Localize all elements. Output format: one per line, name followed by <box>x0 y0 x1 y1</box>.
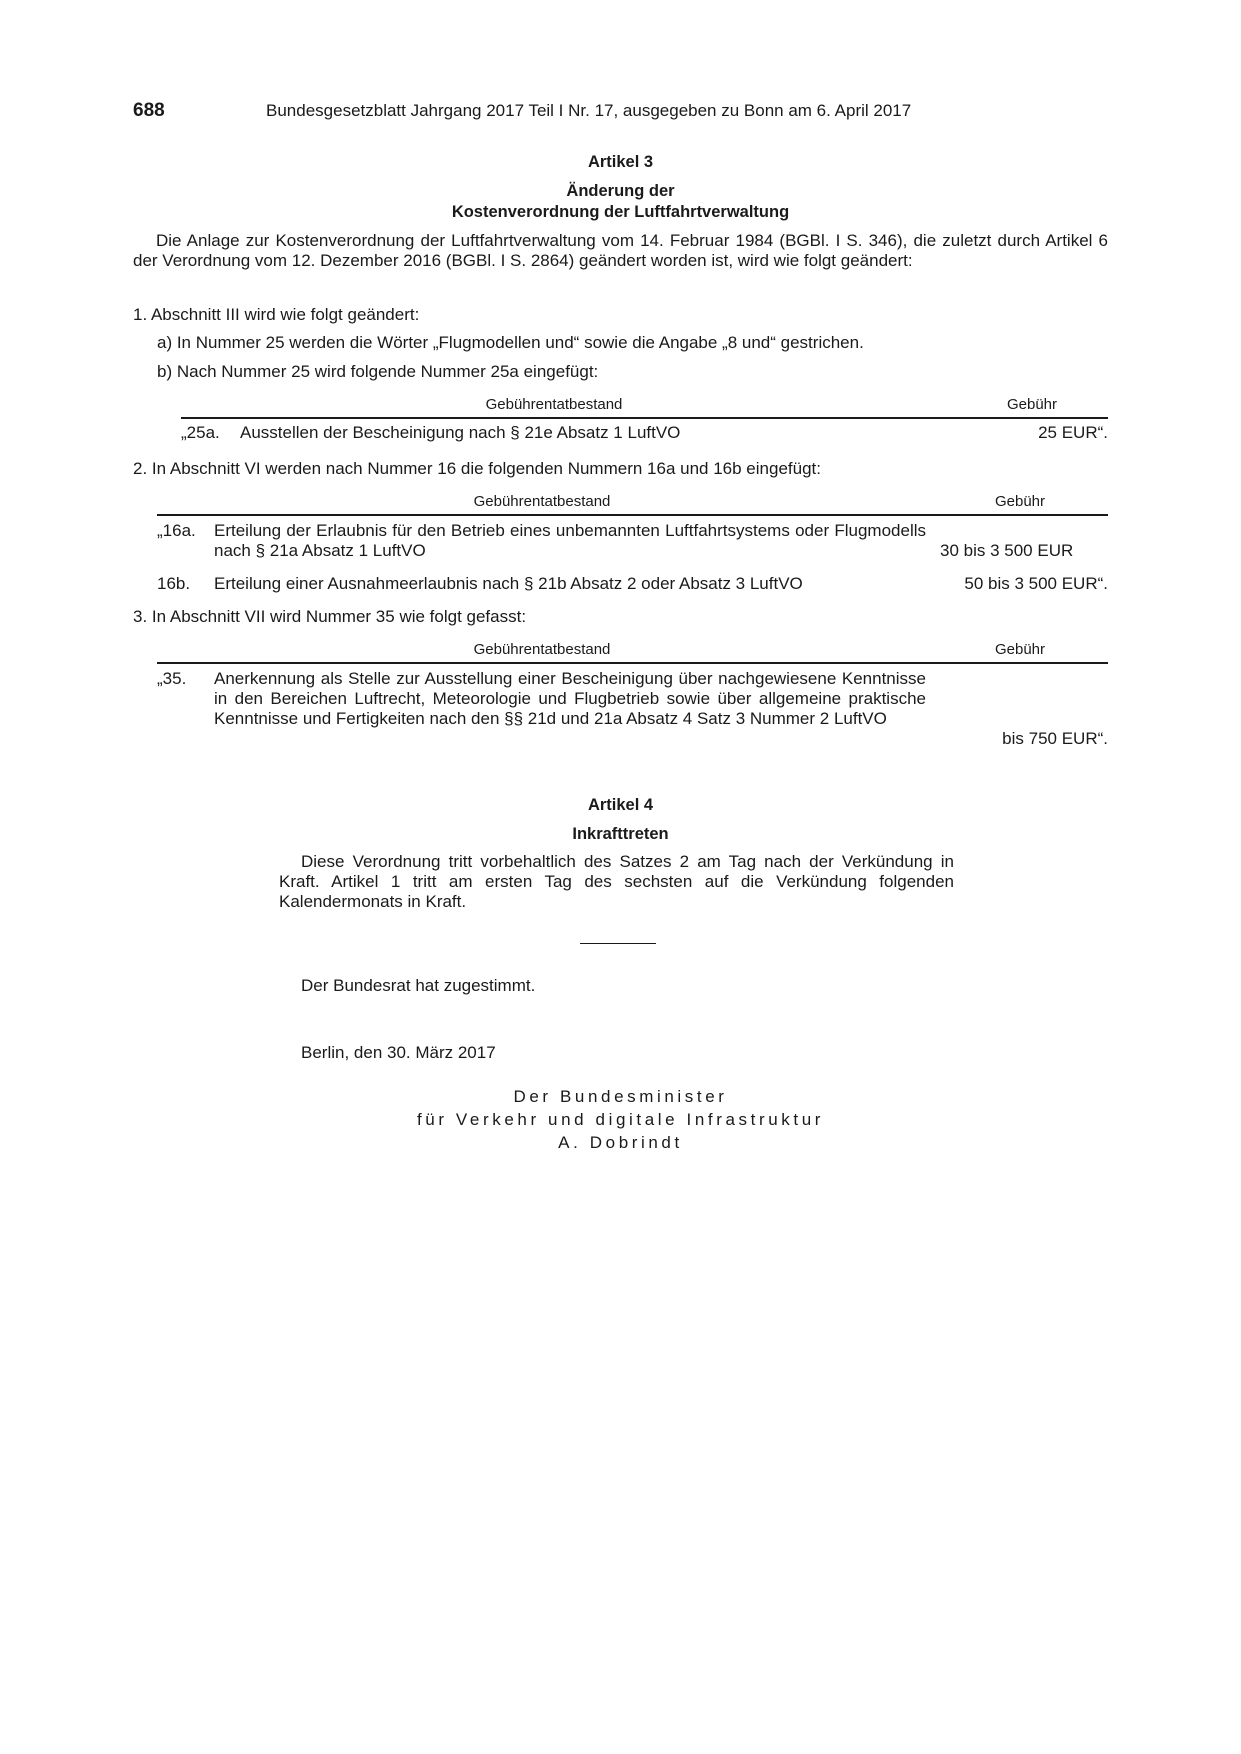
place-and-date: Berlin, den 30. März 2017 <box>301 1043 496 1062</box>
table-header-rule <box>157 514 1108 516</box>
table-header-gebuehr: Gebühr <box>994 641 1046 658</box>
fee-table-1 <box>0 395 1241 445</box>
table-row-fee: 30 bis 3 500 EUR <box>940 541 1074 560</box>
table-row-text: Erteilung der Erlaubnis für den Betrieb eines unbemannten Luftfahrtsystems oder Flugmodells nach § 21a Absatz 1 LuftVO <box>214 521 926 560</box>
signer-ministry: für Verkehr und digitale Infrastruktur <box>416 1110 825 1129</box>
article4-title: Inkrafttreten <box>572 825 669 843</box>
page-number: 688 <box>133 100 165 121</box>
table-header-rule <box>157 662 1108 664</box>
bundesrat-consent: Der Bundesrat hat zugestimmt. <box>301 976 536 995</box>
signer-title: Der Bundesminister <box>513 1087 728 1106</box>
table-row-text: Anerkennung als Stelle zur Ausstellung einer Bescheinigung über nachgewiesene Kenntnisse in den Bereichen Luftrecht, Meteorologie und Flugbetrieb sowie über allgemeine praktische Kenntnisse und Fertigkeiten nach den §§ 21d und 21a Absatz 4 Satz 3 Nummer 2 LuftVO <box>214 669 926 728</box>
section-divider <box>580 943 656 944</box>
amendment-item-3: 3. In Abschnitt VII wird Nummer 35 wie folgt gefasst: <box>133 607 527 626</box>
table-header-gebuehr: Gebühr <box>994 493 1046 510</box>
table-header-gebuehr: Gebühr <box>1006 396 1058 413</box>
amendment-item-1: 1. Abschnitt III wird wie folgt geändert: <box>133 305 420 324</box>
table-row-text: Erteilung einer Ausnahmeerlaubnis nach § 21b Absatz 2 oder Absatz 3 LuftVO <box>214 574 803 593</box>
article4-number: Artikel 4 <box>587 796 654 814</box>
page-header <box>133 100 1108 124</box>
table-header-rule <box>181 417 1108 419</box>
table-row-number: „35. <box>157 669 187 688</box>
article3-number: Artikel 3 <box>587 153 654 171</box>
table-row-text: Ausstellen der Bescheinigung nach § 21e Absatz 1 LuftVO <box>240 423 681 442</box>
table-header-gebuehrentatbestand: Gebührentatbestand <box>473 641 611 658</box>
article3-title-line1: Änderung der <box>566 182 675 200</box>
table-row-number: 16b. <box>157 574 191 593</box>
table-row-number: „25a. <box>181 423 220 442</box>
table-row-fee: 25 EUR“. <box>1038 423 1108 442</box>
table-row-fee: 50 bis 3 500 EUR“. <box>964 574 1108 593</box>
table-header-gebuehrentatbestand: Gebührentatbestand <box>473 493 611 510</box>
article3-title-line2: Kostenverordnung der Luftfahrtverwaltung <box>451 203 790 221</box>
fee-table-2 <box>0 492 1241 602</box>
article4-text: Diese Verordnung tritt vorbehaltlich des Satzes 2 am Tag nach der Verkündung in Kraft. Artikel 1 tritt am ersten Tag des sechsten auf die Verkündung folgenden Kalendermonats in Kraft. <box>279 852 954 911</box>
running-head: Bundesgesetzblatt Jahrgang 2017 Teil I Nr. 17, ausgegeben zu Bonn am 6. April 2017 <box>266 101 912 120</box>
amendment-item-2: 2. In Abschnitt VI werden nach Nummer 16 die folgenden Nummern 16a und 16b eingefügt: <box>133 459 821 478</box>
fee-table-3 <box>0 640 1241 755</box>
table-header-gebuehrentatbestand: Gebührentatbestand <box>485 396 623 413</box>
table-row-fee: bis 750 EUR“. <box>1002 729 1108 748</box>
amendment-item-1b: b) Nach Nummer 25 wird folgende Nummer 25a eingefügt: <box>157 362 599 381</box>
amendment-item-1a: a) In Nummer 25 werden die Wörter „Flugmodellen und“ sowie die Angabe „8 und“ gestrichen. <box>157 333 864 352</box>
signer-name: A. Dobrindt <box>558 1133 683 1152</box>
article3-intro: Die Anlage zur Kostenverordnung der Luftfahrtverwaltung vom 14. Februar 1984 (BGBl. I S. 346), die zuletzt durch Artikel 6 der Verordnung vom 12. Dezember 2016 (BGBl. I S. 2864) geändert worden ist, wird wie folgt geändert: <box>133 231 1108 270</box>
table-row-number: „16a. <box>157 521 196 540</box>
